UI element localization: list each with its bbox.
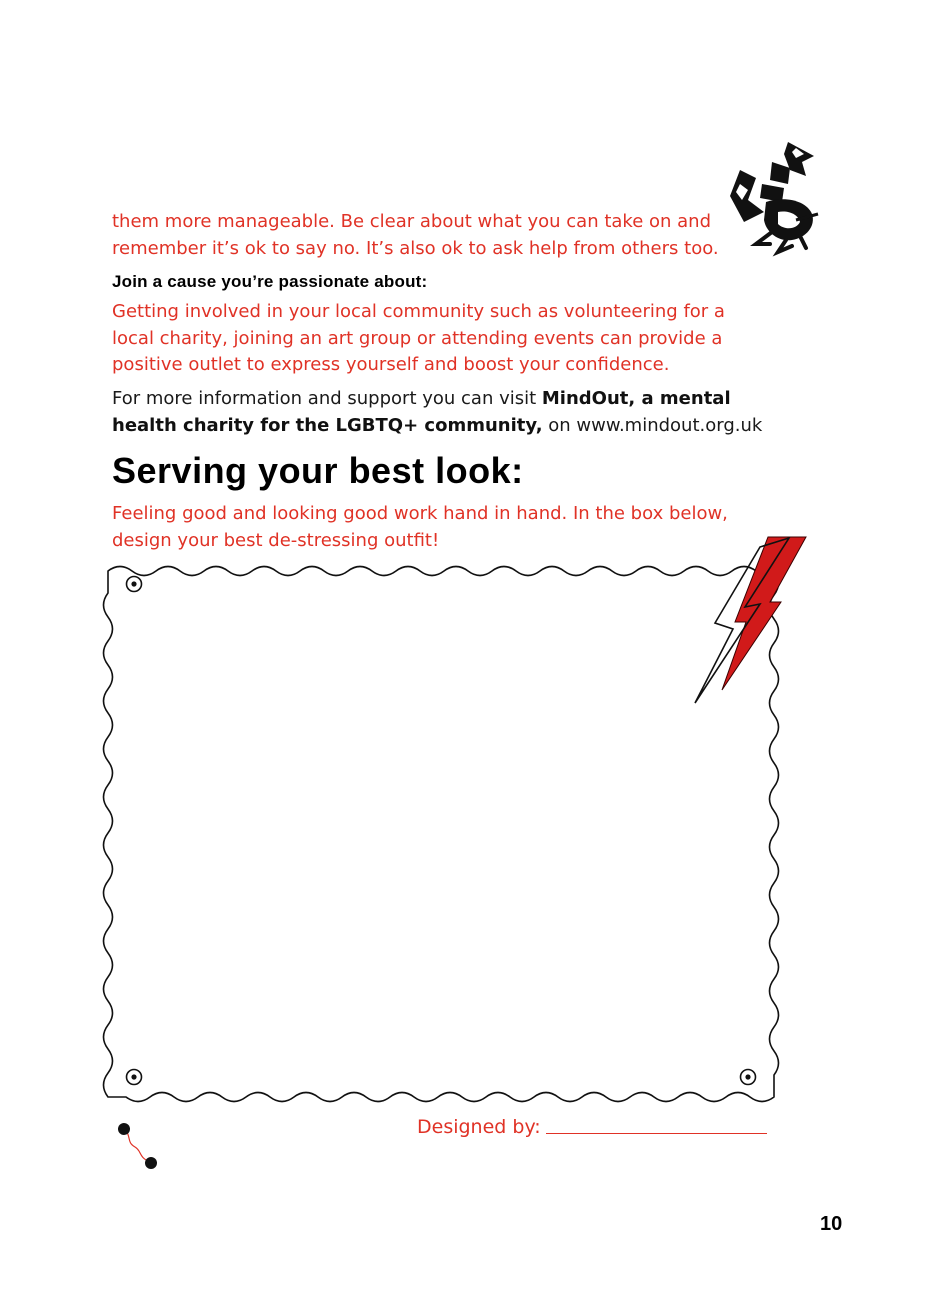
intro-line: them more manageable. Be clear about what you can take on and xyxy=(112,211,712,232)
section-line: design your best de-stressing outfit! xyxy=(112,529,440,551)
mindout-website: on www.mindout.org.uk xyxy=(542,414,763,436)
info-prefix: For more information and support you can visit xyxy=(112,388,542,409)
cause-line: Getting involved in your local community such as volunteering for a xyxy=(112,301,725,322)
section-paragraph xyxy=(112,501,762,554)
drawing-frame xyxy=(104,567,779,1102)
cause-paragraph xyxy=(112,299,762,379)
page-number: 10 xyxy=(820,1213,843,1235)
section-title: Serving your best look: xyxy=(112,450,524,491)
cause-line: positive outlet to express yourself and boost your confidence. xyxy=(112,354,670,375)
intro-paragraph xyxy=(112,209,762,262)
cause-line: local charity, joining an art group or attending events can provide a xyxy=(112,327,723,349)
info-paragraph xyxy=(112,386,762,439)
intro-line: remember it’s ok to say no. It’s also ok to ask help from others too. xyxy=(112,237,719,259)
lightning-bolt-icon xyxy=(695,537,806,703)
mindout-name: MindOut, a mental xyxy=(541,388,731,409)
designed-by-label: Designed by: xyxy=(417,1116,541,1138)
info-line-2 xyxy=(112,413,762,440)
connector-dots-icon xyxy=(118,1123,157,1169)
section-line: Feeling good and looking good work hand in hand. In the box below, xyxy=(112,503,728,524)
mindout-description: health charity for the LGBTQ+ community, xyxy=(112,414,543,436)
designer-name-line[interactable] xyxy=(546,1133,767,1134)
cause-heading: Join a cause you’re passionate about: xyxy=(112,272,428,291)
screw-icon xyxy=(741,1070,756,1085)
screw-icon xyxy=(127,1070,142,1085)
info-line-1 xyxy=(112,386,762,413)
screw-icon xyxy=(127,577,142,592)
